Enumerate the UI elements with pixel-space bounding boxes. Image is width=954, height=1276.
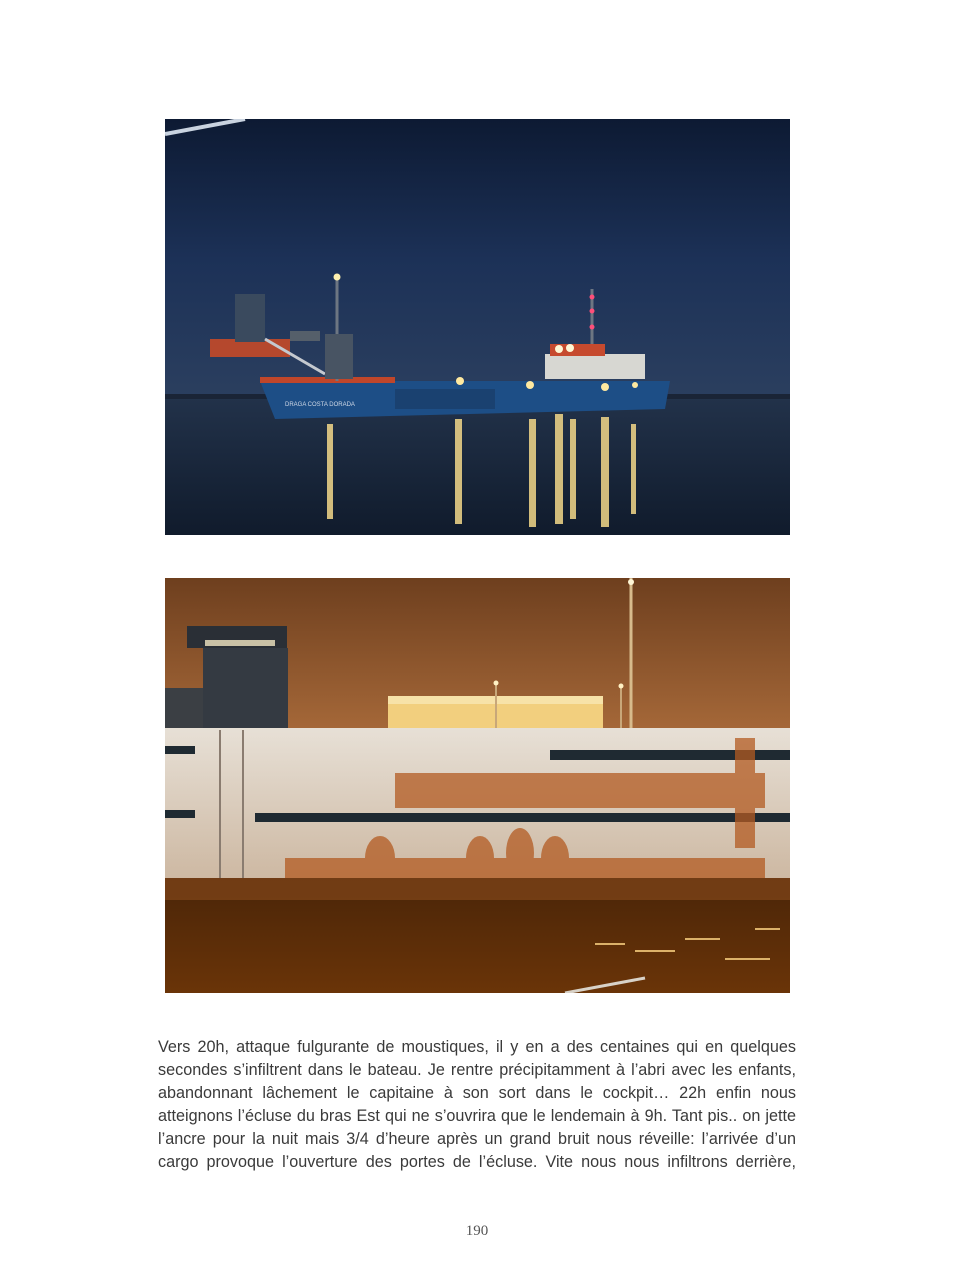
photo-night-ship <box>165 119 790 535</box>
paragraph-line: abandonnant lâchement le capitaine à son sort dans le cockpit… 22h enfin nous <box>158 1084 796 1103</box>
paragraph-line: Vers 20h, attaque fulgurante de moustiques, il y en a des centaines qui en quelques <box>158 1038 796 1056</box>
body-paragraph <box>158 1036 796 1175</box>
lock-wall-image <box>165 578 790 993</box>
night-ship-image <box>165 119 790 535</box>
paragraph-line: secondes s’infiltrent dans le bateau. Je rentre précipitamment à l’abri avec les enfants, <box>158 1061 796 1080</box>
paragraph-line: atteignons l’écluse du bras Est qui ne s’ouvrira que le lendemain à 9h. Tant pis.. on jette <box>158 1107 796 1126</box>
page-number: 190 <box>465 1223 489 1239</box>
photo-lock-wall <box>165 578 790 993</box>
paragraph-line: cargo provoque l’ouverture des portes de l’écluse. Vite nous nous infiltrons derrière, <box>158 1153 796 1172</box>
paragraph-line: l’ancre pour la nuit mais 3/4 d’heure après un grand bruit nous réveille: l’arrivée d’un <box>158 1130 796 1149</box>
ship-name-label: DRAGA COSTA DORADA <box>285 402 355 408</box>
